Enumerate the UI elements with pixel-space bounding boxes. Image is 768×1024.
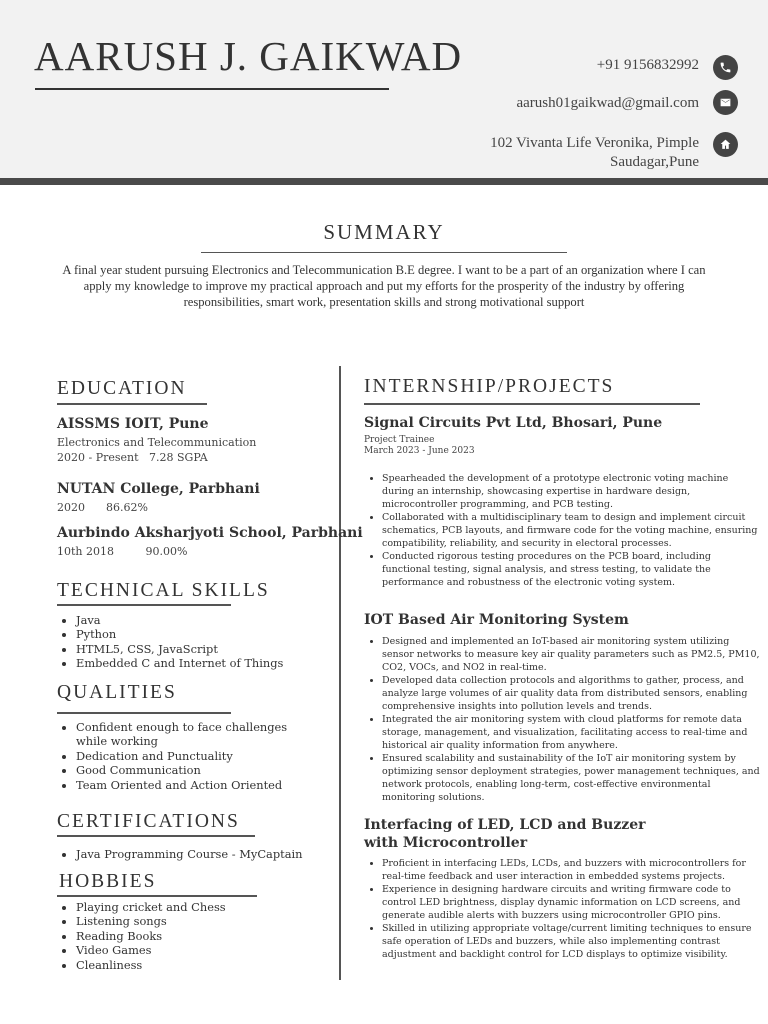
summary-underline xyxy=(201,252,567,253)
phone-number: +91 9156832992 xyxy=(596,57,699,73)
qualities-heading: QUALITIES xyxy=(57,682,177,703)
education-school: AISSMS IOIT, Pune xyxy=(57,416,209,432)
project-title: IOT Based Air Monitoring System xyxy=(364,612,629,628)
education-school: Aurbindo Aksharjyoti School, Parbhani xyxy=(57,525,363,541)
list-item: • Reading Books xyxy=(76,929,346,943)
list-item: • Conducted rigorous testing procedures on the PCB board, including functional testing, signal analysis, and stress testing, to validate the performance and robustness of the electronic voting system. xyxy=(382,550,760,589)
home-icon xyxy=(713,132,738,157)
list-item: • Spearheaded the development of a prototype electronic voting machine during an internship, showcasing expertise in hardware design, microcontroller programming, and PCB testing. xyxy=(382,472,760,511)
project-title: Signal Circuits Pvt Ltd, Bhosari, Pune xyxy=(364,415,663,431)
education-heading: EDUCATION xyxy=(57,378,187,399)
certifications-list xyxy=(57,847,346,861)
list-item: • Designed and implemented an IoT-based air monitoring system utilizing sensor networks to measure key air quality parameters such as PM2.5, PM10, CO2, VOCs, and NO2 in real-time. xyxy=(382,635,760,674)
column-divider xyxy=(339,366,341,980)
list-item: • Python xyxy=(76,627,346,641)
home-address: 102 Vivanta Life Veronika, Pimple Saudagar,Pune xyxy=(490,135,699,170)
education-year-grade: 2020 - Present 7.28 SGPA xyxy=(57,451,208,464)
project-bullets xyxy=(365,857,760,961)
project-dates: March 2023 - June 2023 xyxy=(364,446,475,456)
project-title: Interfacing of LED, LCD and Buzzer with Microcontroller xyxy=(364,817,646,851)
education-degree: Electronics and Telecommunication xyxy=(57,436,257,449)
education-year-grade: 10th 2018 90.00% xyxy=(57,545,188,558)
qualities-underline xyxy=(57,712,231,714)
certifications-heading: CERTIFICATIONS xyxy=(57,811,240,832)
technical-skills-list xyxy=(57,613,346,671)
name-underline xyxy=(35,88,389,90)
hobbies-list xyxy=(57,900,346,972)
summary-text: A final year student pursuing Electronics and Telecommunication B.E degree. I want to be a part of an organization where I can apply my knowledge to improve my practical approach and put my efforts for the prosperity of the industry by offering responsibilities, smart work, presentation skills and strong motivational support xyxy=(62,263,706,309)
list-item: • Cleanliness xyxy=(76,958,346,972)
hobbies-underline xyxy=(57,895,257,897)
list-item: • Playing cricket and Chess xyxy=(76,900,346,914)
list-item: • Developed data collection protocols and algorithms to gather, process, and analyze large volumes of air quality data from distributed sensors, enabling comprehensive insights into pollution levels and trends. xyxy=(382,674,760,713)
qualities-list xyxy=(57,720,301,792)
list-item: • Embedded C and Internet of Things xyxy=(76,656,346,670)
list-item: • Video Games xyxy=(76,943,346,957)
list-item: • Java Programming Course - MyCaptain xyxy=(76,847,346,861)
certifications-underline xyxy=(57,835,255,837)
list-item: • Good Communication xyxy=(76,763,301,777)
list-item: • Integrated the air monitoring system with cloud platforms for remote data storage, management, and visualization, facilitating access to real-time and historical air quality information from anywhere. xyxy=(382,713,760,752)
list-item: • Proficient in interfacing LEDs, LCDs, and buzzers with microcontrollers for real-time feedback and user interaction in embedded systems projects. xyxy=(382,857,760,883)
candidate-name: AARUSH J. GAIKWAD xyxy=(34,33,463,79)
email-address[interactable]: aarush01gaikwad@gmail.com xyxy=(516,95,699,111)
list-item: • Confident enough to face challenges while working xyxy=(76,720,301,749)
education-year-grade: 2020 86.62% xyxy=(57,501,148,514)
list-item: • Experience in designing hardware circuits and writing firmware code to control LED brightness, display dynamic information on LCD screens, and generate audible alerts with buzzers using microcontroller GPIO pins. xyxy=(382,883,760,922)
list-item: • Collaborated with a multidisciplinary team to design and implement circuit schematics, PCB layouts, and firmware code for the voting machine, ensuring compatibility, reliability, and security in electoral processes. xyxy=(382,511,760,550)
education-school: NUTAN College, Parbhani xyxy=(57,481,260,497)
technical-skills-underline xyxy=(57,604,231,606)
list-item: • HTML5, CSS, JavaScript xyxy=(76,642,346,656)
header-divider-bar xyxy=(0,178,768,185)
hobbies-heading: HOBBIES xyxy=(59,871,157,892)
project-bullets xyxy=(365,635,760,804)
project-role: Project Trainee xyxy=(364,435,435,445)
summary-heading: SUMMARY xyxy=(323,220,445,244)
list-item: • Team Oriented and Action Oriented xyxy=(76,778,301,792)
list-item: • Skilled in utilizing appropriate voltage/current limiting techniques to ensure safe operation of LEDs and buzzers, while also implementing contrast adjustment and backlight control for LCD displays to optimize visibility. xyxy=(382,922,760,961)
education-underline xyxy=(57,403,207,405)
list-item: • Java xyxy=(76,613,346,627)
phone-icon xyxy=(713,55,738,80)
list-item: • Dedication and Punctuality xyxy=(76,749,301,763)
email-icon xyxy=(713,90,738,115)
projects-underline xyxy=(364,403,700,405)
technical-skills-heading: TECHNICAL SKILLS xyxy=(57,580,270,601)
list-item: • Ensured scalability and sustainability of the IoT air monitoring system by optimizing sensor deployment strategies, power management techniques, and network protocols, enabling long-term, cost-effective environmental monitoring solutions. xyxy=(382,752,760,804)
projects-heading: INTERNSHIP/PROJECTS xyxy=(364,376,615,397)
project-bullets xyxy=(365,472,760,589)
list-item: • Listening songs xyxy=(76,914,346,928)
